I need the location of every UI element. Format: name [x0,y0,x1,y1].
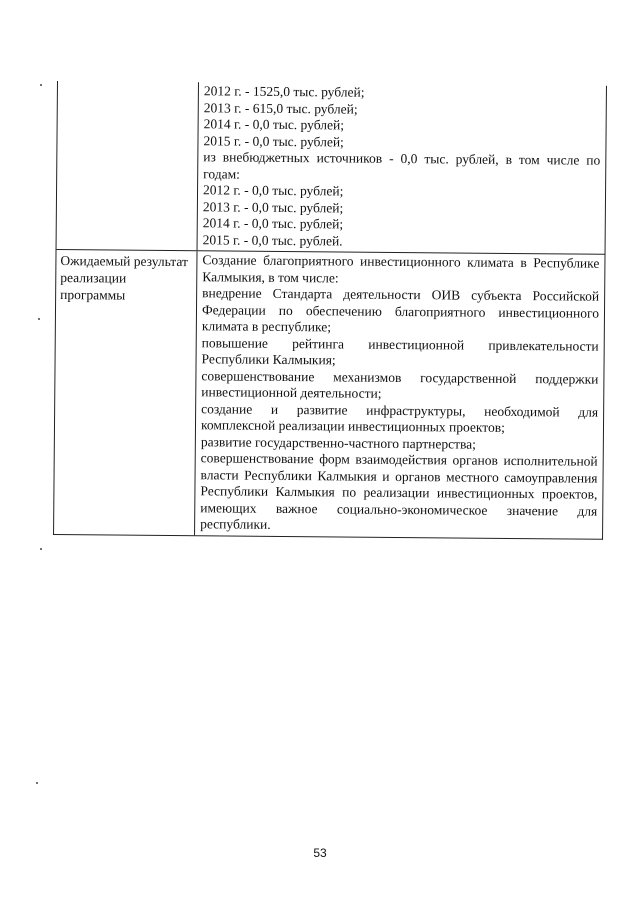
table-row-financing [57,81,606,254]
financing-line: 2012 г. - 0,0 тыс. рублей; [202,182,344,199]
financing-line: 2015 г. - 0,0 тыс. рублей. [202,231,343,248]
financing-line: 2014 г. - 0,0 тыс. рублей; [202,215,344,232]
row-label-cell [54,250,197,535]
table-row-expected-result [54,249,604,538]
result-paragraph: развитие государственно-частного партнерства; [200,433,477,452]
scan-dot [38,318,40,320]
result-paragraph: совершенствование форм взаимодействия органов исполнительной власти Республики Калмыкия и органов местного самоуправления Республики Калмыкия по реализации инвестиционных проектов, имеющих важное социально-экономическое значение для республики. [200,450,598,532]
result-paragraph: совершенствование механизмов государственной поддержки инвестиционной деятельности; [201,367,599,401]
scan-dot [40,84,42,86]
financing-line: 2012 г. - 1525,0 тыс. рублей; [203,83,365,100]
financing-cell [198,82,606,254]
expected-result-label: Ожидаемый результат реализации программы [60,253,188,303]
financing-line: 2013 г. - 615,0 тыс. рублей; [203,99,358,117]
program-passport-table [53,81,607,539]
financing-line: 2014 г. - 0,0 тыс. рублей; [203,116,345,133]
scan-dot [40,548,42,550]
financing-line: 2015 г. - 0,0 тыс. рублей; [203,132,344,150]
expected-result-cell [195,251,604,538]
result-paragraph: повышение рейтинга инвестиционной привлекательности Республики Калмыкия; [201,334,599,368]
page-number: 53 [313,846,327,860]
result-paragraph: создание и развитие инфраструктуры, необходимой для комплексной реализации инвестиционных проектов; [200,400,599,435]
row-label-cell [57,81,199,250]
result-paragraph: внедрение Стандарта деятельности ОИВ субъекта Российской Федерации по обеспечению благоприятного инвестиционного климата в республике; [201,285,600,335]
scan-dot [36,782,38,784]
financing-line: из внебюджетных источников - 0,0 тыс. рублей, в том числе по годам: [203,149,601,182]
financing-line: 2013 г. - 0,0 тыс. рублей; [202,198,344,216]
result-paragraph: Создание благоприятного инвестиционного климата в Республике Калмыкия, в том числе: [202,252,600,285]
